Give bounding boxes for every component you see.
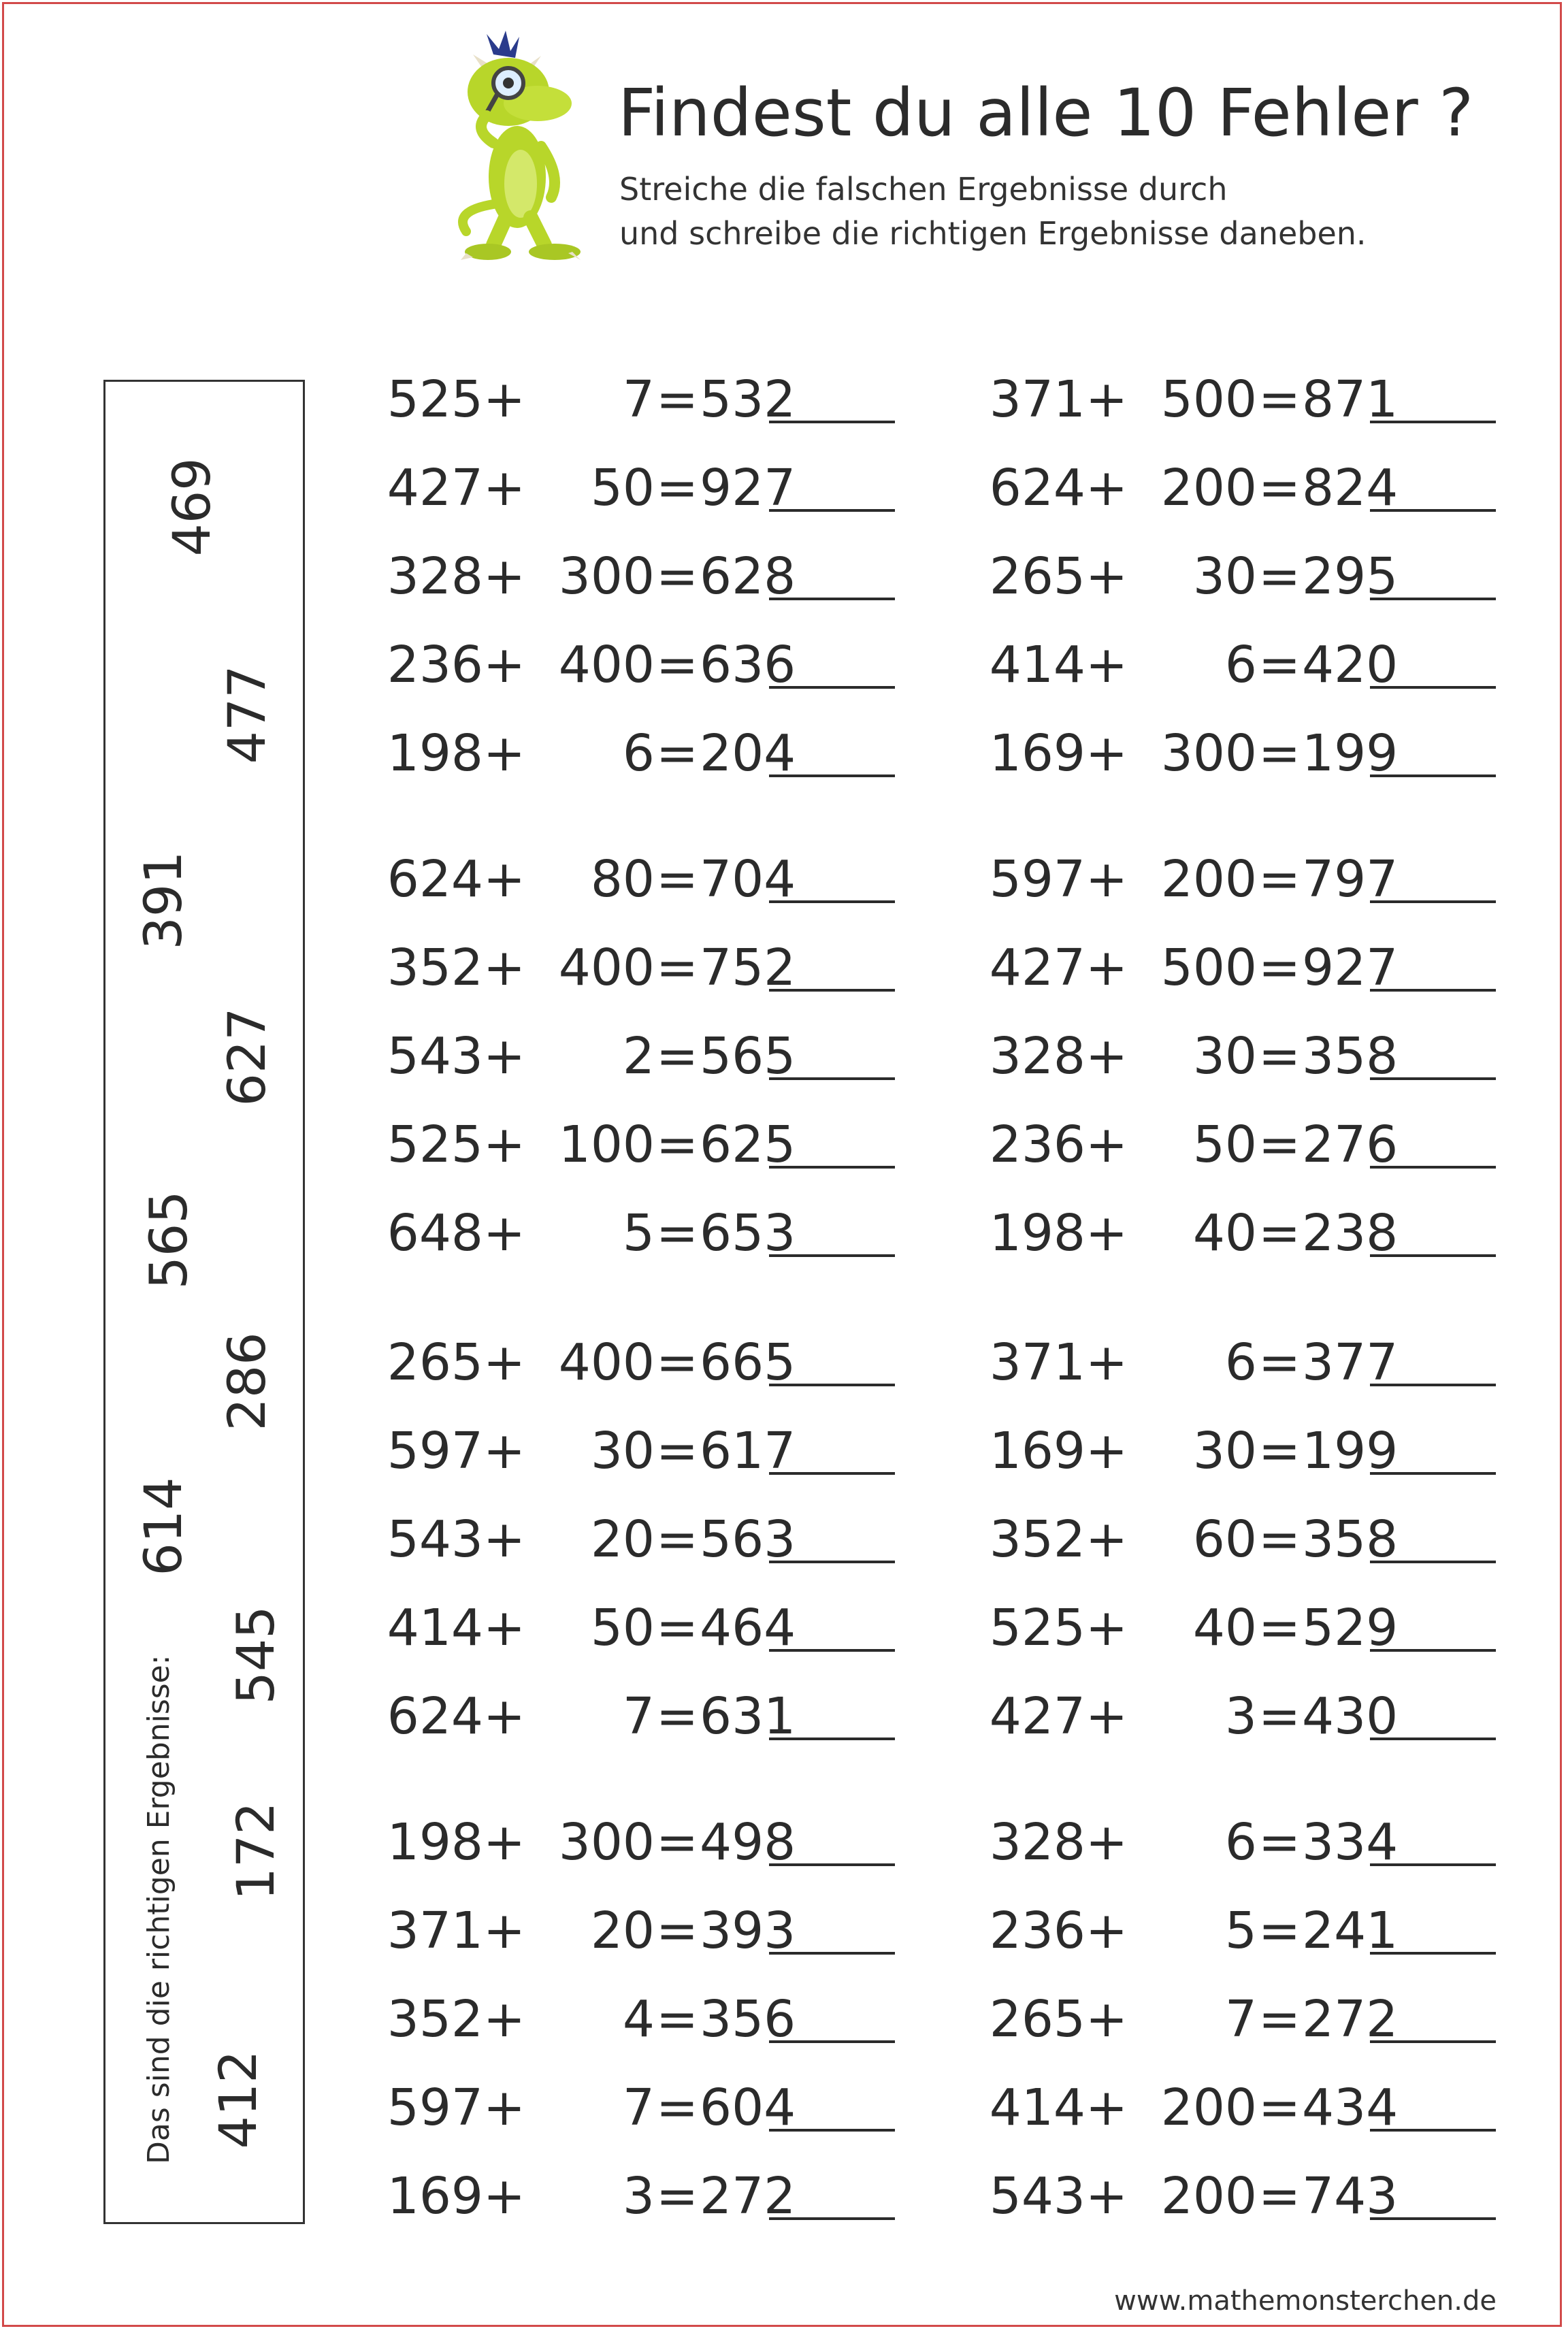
plus-sign: +	[1085, 547, 1128, 606]
plus-sign: +	[1085, 1990, 1128, 2049]
addend-a: 236	[989, 1902, 1085, 1960]
answer-blank[interactable]	[769, 1737, 895, 1740]
equation-row	[354, 1332, 836, 1393]
plus-sign: +	[1085, 1115, 1128, 1174]
plus-sign: +	[483, 724, 526, 783]
answer-blank[interactable]	[1370, 598, 1496, 600]
equation-row	[956, 1900, 1438, 1961]
addend-b: 20	[590, 1510, 655, 1569]
answer-blank[interactable]	[769, 2217, 895, 2220]
addend-a: 198	[387, 724, 483, 783]
plus-sign: +	[483, 1027, 526, 1086]
addend-b: 3	[622, 2167, 655, 2225]
equals-sign: =	[655, 370, 698, 429]
equals-sign: =	[655, 1990, 698, 2049]
equals-sign: =	[1258, 636, 1301, 694]
addend-b: 40	[1192, 1204, 1257, 1262]
equals-sign: =	[1258, 1990, 1301, 2049]
equals-sign: =	[655, 636, 698, 694]
equals-sign: =	[655, 1813, 698, 1872]
plus-sign: +	[483, 2167, 526, 2225]
equals-sign: =	[1258, 1115, 1301, 1174]
given-result: 464	[700, 1599, 796, 1657]
equals-sign: =	[1258, 939, 1301, 997]
addend-b: 30	[1192, 547, 1257, 606]
answer-value: 172	[225, 1801, 286, 1901]
addend-a: 427	[989, 939, 1085, 997]
answer-blank[interactable]	[769, 1166, 895, 1169]
plus-sign: +	[483, 850, 526, 909]
given-result: 797	[1302, 850, 1399, 909]
equals-sign: =	[655, 724, 698, 783]
plus-sign: +	[483, 1990, 526, 2049]
answer-blank[interactable]	[769, 1649, 895, 1652]
equals-sign: =	[1258, 459, 1301, 517]
addend-a: 236	[387, 636, 483, 694]
given-result: 356	[700, 1990, 796, 2049]
equals-sign: =	[655, 1333, 698, 1392]
answer-blank[interactable]	[1370, 1649, 1496, 1652]
answer-blank[interactable]	[769, 989, 895, 992]
addend-a: 525	[387, 1115, 483, 1174]
given-result: 529	[1302, 1599, 1399, 1657]
given-result: 199	[1302, 724, 1399, 783]
equation-row	[354, 1509, 836, 1570]
given-result: 272	[700, 2167, 796, 2225]
answer-blank[interactable]	[1370, 1561, 1496, 1563]
plus-sign: +	[483, 939, 526, 997]
given-result: 563	[700, 1510, 796, 1569]
addend-a: 352	[989, 1510, 1085, 1569]
answer-blank[interactable]	[769, 421, 895, 423]
plus-sign: +	[483, 459, 526, 517]
equation-row	[354, 546, 836, 607]
given-result: 272	[1302, 1990, 1399, 2049]
monster-with-magnifying-glass-icon	[446, 27, 602, 272]
addend-b: 300	[558, 1813, 655, 1872]
given-result: 927	[1302, 939, 1399, 997]
addend-b: 300	[1160, 724, 1257, 783]
addend-b: 2	[622, 1027, 655, 1086]
equation-row	[956, 634, 1438, 696]
equation-row	[354, 1597, 836, 1659]
addend-a: 543	[989, 2167, 1085, 2225]
plus-sign: +	[483, 1599, 526, 1657]
equation-row	[956, 1420, 1438, 1482]
equals-sign: =	[1258, 1333, 1301, 1392]
equation-row	[354, 457, 836, 519]
given-result: 434	[1302, 2078, 1399, 2137]
addend-a: 352	[387, 939, 483, 997]
plus-sign: +	[483, 1333, 526, 1392]
answer-box-caption: Das sind die richtigen Ergebnisse:	[142, 1654, 176, 2164]
page-title: Findest du alle 10 Fehler ?	[618, 75, 1474, 151]
given-result: 532	[700, 370, 796, 429]
given-result: 238	[1302, 1204, 1399, 1262]
addend-b: 30	[1192, 1422, 1257, 1480]
addend-b: 5	[622, 1204, 655, 1262]
addend-a: 371	[989, 370, 1085, 429]
addend-a: 414	[989, 2078, 1085, 2137]
addend-b: 400	[558, 939, 655, 997]
given-result: 358	[1302, 1027, 1399, 1086]
addend-a: 169	[989, 1422, 1085, 1480]
equation-row	[354, 1420, 836, 1482]
answer-blank[interactable]	[769, 1472, 895, 1475]
equation-row	[354, 1114, 836, 1175]
plus-sign: +	[483, 1902, 526, 1960]
equation-row	[354, 1686, 836, 1747]
equals-sign: =	[1258, 1510, 1301, 1569]
plus-sign: +	[483, 636, 526, 694]
addend-b: 200	[1160, 2078, 1257, 2137]
addend-b: 30	[1192, 1027, 1257, 1086]
addend-b: 7	[622, 2078, 655, 2137]
answer-value: 627	[216, 1007, 277, 1107]
answer-blank[interactable]	[1370, 1384, 1496, 1386]
answer-blank[interactable]	[769, 1863, 895, 1866]
addend-b: 400	[558, 636, 655, 694]
equals-sign: =	[1258, 850, 1301, 909]
addend-b: 400	[558, 1333, 655, 1392]
plus-sign: +	[483, 547, 526, 606]
plus-sign: +	[1085, 459, 1128, 517]
addend-a: 198	[387, 1813, 483, 1872]
answer-blank[interactable]	[1370, 509, 1496, 512]
given-result: 276	[1302, 1115, 1399, 1174]
equation-row	[354, 2166, 836, 2227]
equation-row	[956, 2077, 1438, 2138]
addend-b: 5	[1224, 1902, 1257, 1960]
answer-blank[interactable]	[1370, 1166, 1496, 1169]
addend-a: 265	[387, 1333, 483, 1392]
answer-blank[interactable]	[1370, 2040, 1496, 2043]
answer-value: 412	[208, 2050, 268, 2149]
equation-row	[354, 849, 836, 910]
addend-a: 198	[989, 1204, 1085, 1262]
given-result: 295	[1302, 547, 1399, 606]
answer-blank[interactable]	[769, 900, 895, 903]
addend-b: 6	[622, 724, 655, 783]
equals-sign: =	[655, 2167, 698, 2225]
equals-sign: =	[1258, 1902, 1301, 1960]
plus-sign: +	[1085, 724, 1128, 783]
equation-row	[956, 1026, 1438, 1087]
answer-blank[interactable]	[769, 509, 895, 512]
given-result: 241	[1302, 1902, 1399, 1960]
answer-blank[interactable]	[769, 1254, 895, 1257]
equation-row	[956, 1812, 1438, 1873]
plus-sign: +	[1085, 1422, 1128, 1480]
equals-sign: =	[655, 1204, 698, 1262]
addend-b: 500	[1160, 370, 1257, 429]
answer-blank[interactable]	[769, 2129, 895, 2132]
addend-a: 624	[387, 1687, 483, 1746]
equals-sign: =	[655, 939, 698, 997]
equals-sign: =	[655, 1599, 698, 1657]
addend-a: 371	[989, 1333, 1085, 1392]
plus-sign: +	[1085, 1687, 1128, 1746]
plus-sign: +	[483, 1422, 526, 1480]
plus-sign: +	[483, 370, 526, 429]
plus-sign: +	[1085, 2167, 1128, 2225]
addend-b: 50	[590, 1599, 655, 1657]
equals-sign: =	[655, 1115, 698, 1174]
addend-a: 414	[387, 1599, 483, 1657]
addend-b: 6	[1224, 636, 1257, 694]
addend-a: 597	[989, 850, 1085, 909]
addend-a: 525	[989, 1599, 1085, 1657]
addend-a: 328	[387, 547, 483, 606]
given-result: 653	[700, 1204, 796, 1262]
plus-sign: +	[1085, 1204, 1128, 1262]
equals-sign: =	[655, 850, 698, 909]
given-result: 927	[700, 459, 796, 517]
equation-row	[956, 937, 1438, 998]
plus-sign: +	[1085, 1510, 1128, 1569]
answer-value: 614	[133, 1477, 193, 1576]
answer-blank[interactable]	[1370, 774, 1496, 777]
equation-row	[354, 1203, 836, 1264]
addend-a: 597	[387, 1422, 483, 1480]
equation-row	[956, 2166, 1438, 2227]
given-result: 604	[700, 2078, 796, 2137]
answer-blank[interactable]	[769, 598, 895, 600]
answer-value: 469	[161, 457, 222, 557]
addend-b: 80	[590, 850, 655, 909]
equation-row	[354, 369, 836, 430]
addend-a: 525	[387, 370, 483, 429]
addend-a: 543	[387, 1027, 483, 1086]
equation-row	[956, 1203, 1438, 1264]
equals-sign: =	[1258, 547, 1301, 606]
addend-b: 100	[558, 1115, 655, 1174]
addend-a: 265	[989, 547, 1085, 606]
answer-value: 391	[133, 851, 193, 950]
plus-sign: +	[1085, 636, 1128, 694]
answer-blank[interactable]	[1370, 1077, 1496, 1080]
equation-row	[956, 1332, 1438, 1393]
equation-row	[354, 1026, 836, 1087]
answer-blank[interactable]	[1370, 1472, 1496, 1475]
addend-a: 543	[387, 1510, 483, 1569]
given-result: 743	[1302, 2167, 1399, 2225]
instruction-line-1: Streiche die falschen Ergebnisse durch	[619, 171, 1228, 208]
addend-a: 427	[989, 1687, 1085, 1746]
answer-blank[interactable]	[1370, 1737, 1496, 1740]
addend-b: 4	[622, 1990, 655, 2049]
answer-blank[interactable]	[769, 686, 895, 689]
answer-blank[interactable]	[769, 2040, 895, 2043]
plus-sign: +	[1085, 370, 1128, 429]
equation-row	[354, 634, 836, 696]
addend-a: 328	[989, 1027, 1085, 1086]
equation-row	[956, 1989, 1438, 2050]
given-result: 665	[700, 1333, 796, 1392]
addend-a: 236	[989, 1115, 1085, 1174]
given-result: 393	[700, 1902, 796, 1960]
equation-row	[956, 849, 1438, 910]
given-result: 377	[1302, 1333, 1399, 1392]
answer-blank[interactable]	[769, 1077, 895, 1080]
equals-sign: =	[655, 547, 698, 606]
addend-b: 40	[1192, 1599, 1257, 1657]
given-result: 625	[700, 1115, 796, 1174]
equals-sign: =	[655, 1902, 698, 1960]
equation-row	[354, 1812, 836, 1873]
addend-b: 6	[1224, 1813, 1257, 1872]
answer-value: 286	[216, 1332, 277, 1431]
plus-sign: +	[1085, 1902, 1128, 1960]
given-result: 631	[700, 1687, 796, 1746]
answer-blank[interactable]	[1370, 989, 1496, 992]
addend-b: 7	[622, 1687, 655, 1746]
addend-b: 500	[1160, 939, 1257, 997]
equals-sign: =	[1258, 724, 1301, 783]
plus-sign: +	[483, 1813, 526, 1872]
given-result: 430	[1302, 1687, 1399, 1746]
plus-sign: +	[1085, 939, 1128, 997]
equals-sign: =	[655, 1510, 698, 1569]
addend-a: 169	[387, 2167, 483, 2225]
equals-sign: =	[1258, 2167, 1301, 2225]
addend-b: 200	[1160, 2167, 1257, 2225]
given-result: 636	[700, 636, 796, 694]
addend-b: 200	[1160, 459, 1257, 517]
addend-b: 300	[558, 547, 655, 606]
addend-b: 7	[622, 370, 655, 429]
answer-blank[interactable]	[1370, 686, 1496, 689]
website-footer: www.mathemonsterchen.de	[1114, 2285, 1497, 2317]
given-result: 420	[1302, 636, 1399, 694]
addend-b: 50	[590, 459, 655, 517]
addend-b: 3	[1224, 1687, 1257, 1746]
addend-b: 200	[1160, 850, 1257, 909]
given-result: 498	[700, 1813, 796, 1872]
given-result: 334	[1302, 1813, 1399, 1872]
answer-blank[interactable]	[1370, 1952, 1496, 1955]
addend-a: 328	[989, 1813, 1085, 1872]
plus-sign: +	[483, 2078, 526, 2137]
equals-sign: =	[655, 1027, 698, 1086]
equation-row	[354, 723, 836, 784]
plus-sign: +	[1085, 1333, 1128, 1392]
plus-sign: +	[1085, 1813, 1128, 1872]
answer-blank[interactable]	[769, 1952, 895, 1955]
equation-row	[354, 1900, 836, 1961]
answer-blank[interactable]	[1370, 1863, 1496, 1866]
answer-value: 545	[225, 1605, 286, 1705]
plus-sign: +	[1085, 1027, 1128, 1086]
equals-sign: =	[1258, 2078, 1301, 2137]
equation-row	[956, 369, 1438, 430]
given-result: 617	[700, 1422, 796, 1480]
answer-blank[interactable]	[1370, 2129, 1496, 2132]
equals-sign: =	[655, 459, 698, 517]
equals-sign: =	[1258, 1813, 1301, 1872]
addend-a: 624	[387, 850, 483, 909]
equation-row	[956, 1509, 1438, 1570]
plus-sign: +	[1085, 1599, 1128, 1657]
given-result: 704	[700, 850, 796, 909]
plus-sign: +	[1085, 2078, 1128, 2137]
answer-blank[interactable]	[1370, 900, 1496, 903]
addend-b: 6	[1224, 1333, 1257, 1392]
given-result: 824	[1302, 459, 1399, 517]
equation-row	[354, 2077, 836, 2138]
addend-a: 414	[989, 636, 1085, 694]
given-result: 358	[1302, 1510, 1399, 1569]
addend-a: 648	[387, 1204, 483, 1262]
plus-sign: +	[483, 1204, 526, 1262]
answer-box	[103, 380, 305, 2224]
answer-blank[interactable]	[769, 1384, 895, 1386]
plus-sign: +	[483, 1510, 526, 1569]
equals-sign: =	[1258, 1422, 1301, 1480]
addend-a: 427	[387, 459, 483, 517]
equals-sign: =	[1258, 1027, 1301, 1086]
addend-a: 352	[387, 1990, 483, 2049]
given-result: 204	[700, 724, 796, 783]
addend-a: 169	[989, 724, 1085, 783]
addend-a: 597	[387, 2078, 483, 2137]
equation-row	[956, 1597, 1438, 1659]
addend-b: 50	[1192, 1115, 1257, 1174]
answer-value: 565	[138, 1190, 199, 1290]
equation-row	[354, 937, 836, 998]
equation-row	[956, 723, 1438, 784]
addend-a: 624	[989, 459, 1085, 517]
plus-sign: +	[483, 1687, 526, 1746]
equals-sign: =	[1258, 1599, 1301, 1657]
answer-blank[interactable]	[769, 1561, 895, 1563]
addend-b: 7	[1224, 1990, 1257, 2049]
equals-sign: =	[655, 1422, 698, 1480]
addend-a: 371	[387, 1902, 483, 1960]
equals-sign: =	[1258, 1204, 1301, 1262]
equation-row	[956, 546, 1438, 607]
plus-sign: +	[483, 1115, 526, 1174]
answer-blank[interactable]	[1370, 421, 1496, 423]
answer-blank[interactable]	[769, 774, 895, 777]
given-result: 199	[1302, 1422, 1399, 1480]
equals-sign: =	[655, 1687, 698, 1746]
equals-sign: =	[1258, 1687, 1301, 1746]
plus-sign: +	[1085, 850, 1128, 909]
equation-row	[956, 1686, 1438, 1747]
given-result: 871	[1302, 370, 1399, 429]
answer-blank[interactable]	[1370, 2217, 1496, 2220]
equation-row	[354, 1989, 836, 2050]
equals-sign: =	[1258, 370, 1301, 429]
given-result: 752	[700, 939, 796, 997]
instruction-line-2: und schreibe die richtigen Ergebnisse daneben.	[619, 215, 1367, 252]
equation-row	[956, 457, 1438, 519]
given-result: 628	[700, 547, 796, 606]
addend-a: 265	[989, 1990, 1085, 2049]
equals-sign: =	[655, 2078, 698, 2137]
addend-b: 20	[590, 1902, 655, 1960]
addend-b: 30	[590, 1422, 655, 1480]
answer-blank[interactable]	[1370, 1254, 1496, 1257]
equation-row	[956, 1114, 1438, 1175]
addend-b: 60	[1192, 1510, 1257, 1569]
given-result: 565	[700, 1027, 796, 1086]
answer-value: 477	[216, 665, 277, 764]
